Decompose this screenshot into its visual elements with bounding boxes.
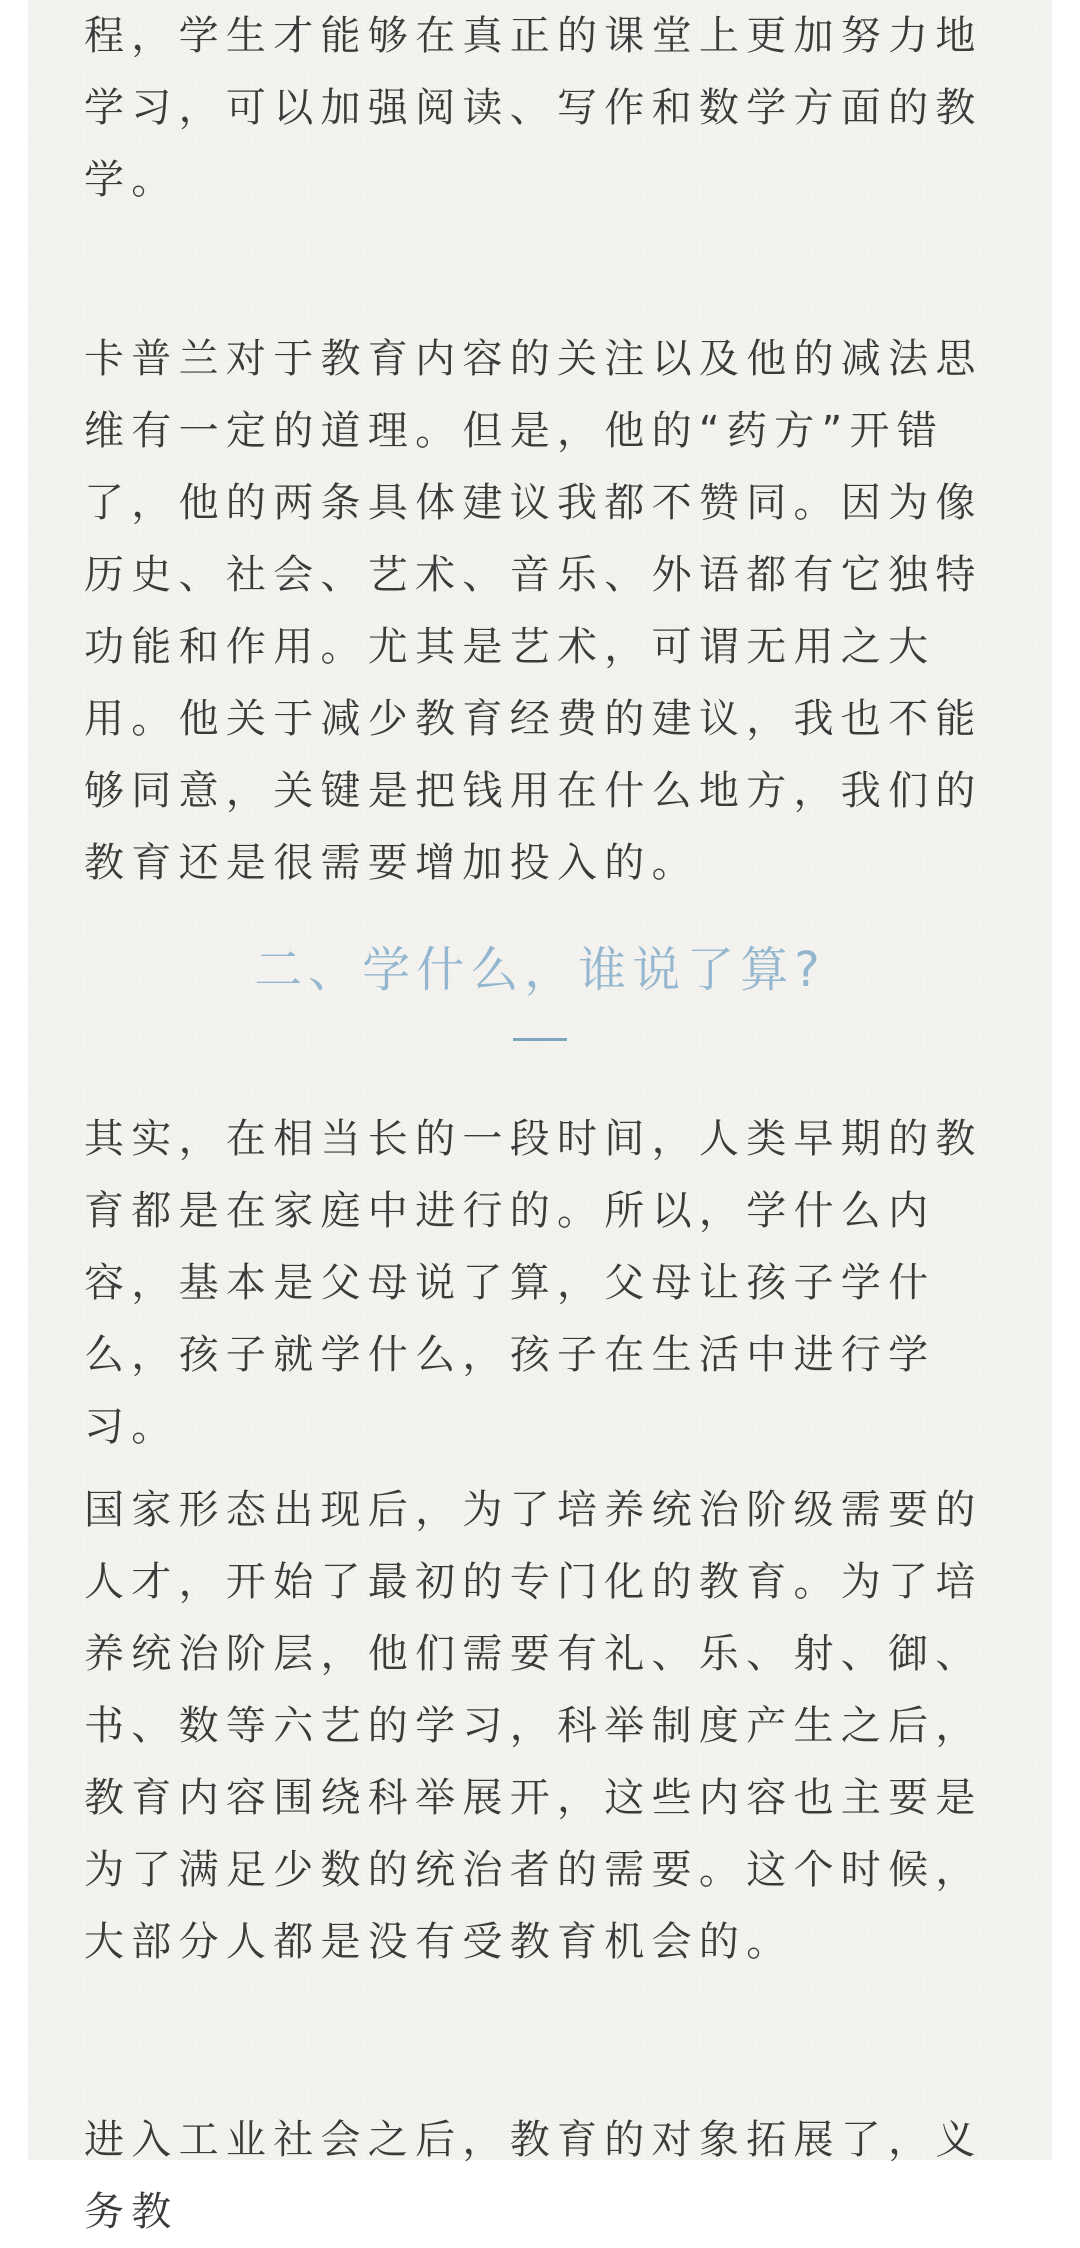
article-paragraph-2: [84, 1103, 1000, 1463]
section-heading-divider: [513, 1038, 567, 1041]
section-heading: 二、学什么，谁说了算?: [254, 942, 826, 998]
article-paragraph-3: [84, 1474, 1000, 1978]
article-paragraph-4-clipped: [84, 2104, 1000, 2235]
paragraph-text: 卡普兰对于教育内容的关注以及他的减法思维有一定的道理。但是，他的“药方”开错了，他的两条具体建议我都不赞同。因为像历史、社会、艺术、音乐、外语都有它独特功能和作用。尤其是艺术，可谓无用之大用。他关于减少教育经费的建议，我也不能够同意，关键是把钱用在什么地方，我们的教育还是很需要增加投入的。: [84, 336, 983, 886]
article-paragraph-1: [84, 323, 1000, 899]
paragraph-text: 国家形态出现后，为了培养统治阶级需要的人才，开始了最初的专门化的教育。为了培养统治阶层，他们需要有礼、乐、射、御、书、数等六艺的学习，科举制度产生之后，教育内容围绕科举展开，这些内容也主要是为了满足少数的统治者的需要。这个时候，大部分人都是没有受教育机会的。: [84, 1487, 983, 1965]
paragraph-text: 进入工业社会之后，教育的对象拓展了，义务教: [84, 2117, 983, 2235]
article-paragraph-top-clipped: [84, 0, 1000, 216]
paragraph-text: 程，学生才能够在真正的课堂上更加努力地学习，可以加强阅读、写作和数学方面的教学。: [84, 13, 983, 203]
paragraph-text: 其实，在相当长的一段时间，人类早期的教育都是在家庭中进行的。所以，学什么内容，基本是父母说了算，父母让孩子学什么，孩子就学什么，孩子在生活中进行学习。: [84, 1116, 983, 1450]
